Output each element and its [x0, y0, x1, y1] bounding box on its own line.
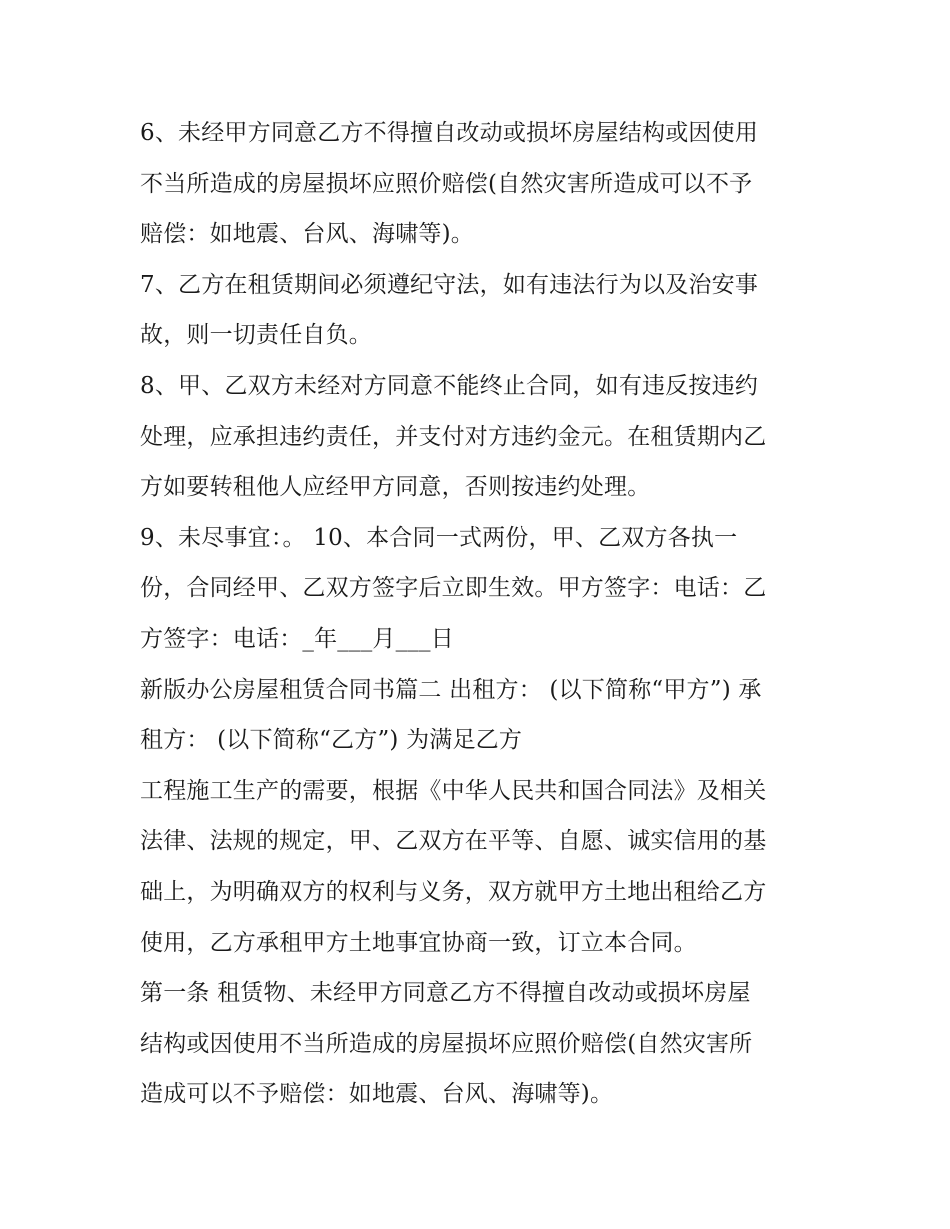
text-line: 7、乙方在租赁期间必须遵纪守法，如有违法行为以及治安事	[140, 271, 759, 298]
text-line: 赔偿：如地震、台风、海啸等)。	[140, 221, 474, 248]
text-line: 础上，为明确双方的权利与义务，双方就甲方土地出租给乙方	[140, 878, 767, 905]
text-line: 8、甲、乙双方未经对方同意不能终止合同，如有违反按违约	[140, 372, 759, 399]
text-line: 不当所造成的房屋损坏应照价赔偿(自然灾害所造成可以不予	[140, 170, 753, 197]
text-line: 法律、法规的规定，甲、乙双方在平等、自愿、诚实信用的基	[140, 828, 767, 855]
text-line: 结构或因使用不当所造成的房屋损坏应照价赔偿(自然灾害所	[140, 1030, 753, 1057]
text-line: 造成可以不予赔偿：如地震、台风、海啸等)。	[140, 1081, 614, 1108]
text-line: 工程施工生产的需要，根据《中华人民共和国合同法》及相关	[140, 777, 767, 804]
text-line: 份，合同经甲、乙双方签字后立即生效。甲方签字：电话：乙	[140, 575, 767, 602]
text-line: 方签字：电话：_年___月___日	[140, 625, 454, 652]
text-line: 第一条 租赁物、未经甲方同意乙方不得擅自改动或损坏房屋	[140, 980, 751, 1007]
contract-text	[140, 108, 820, 1120]
text-line: 9、未尽事宜：。 10、本合同一式两份，甲、乙双方各执一	[140, 524, 738, 551]
text-line: 故，则一切责任自负。	[140, 322, 372, 349]
text-line: 方如要转租他人应经甲方同意，否则按违约处理。	[140, 474, 651, 501]
text-line: 租方： (以下简称“乙方”) 为满足乙方	[140, 727, 523, 754]
text-line: 使用，乙方承租甲方土地事宜协商一致，订立本合同。	[140, 929, 697, 956]
text-line: 处理，应承担违约责任，并支付对方违约金元。在租赁期内乙	[140, 423, 767, 450]
text-line: 新版办公房屋租赁合同书篇二 出租方： (以下简称“甲方”) 承	[140, 676, 762, 703]
text-line: 6、未经甲方同意乙方不得擅自改动或损坏房屋结构或因使用	[140, 120, 759, 146]
